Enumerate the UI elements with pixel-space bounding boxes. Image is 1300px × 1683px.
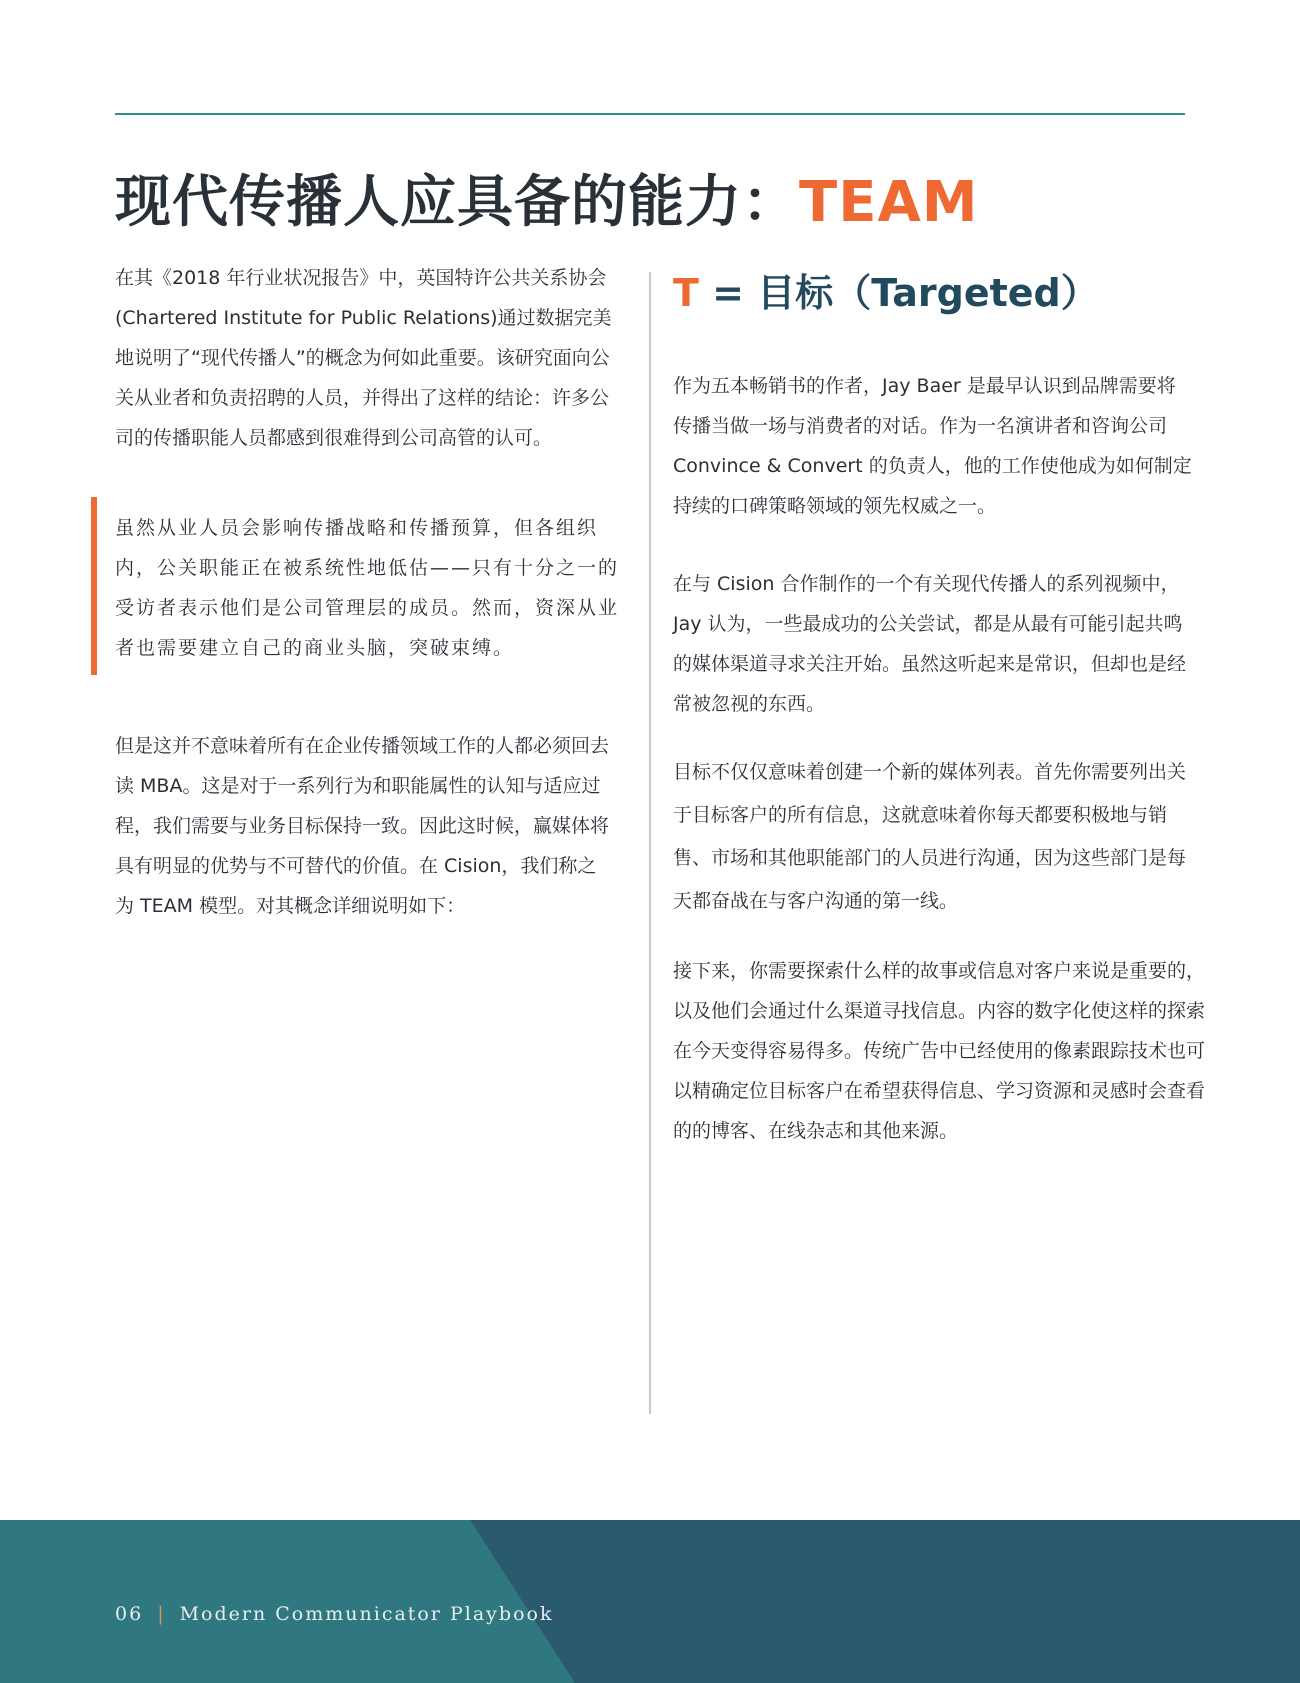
content-discovery-paragraph: 接下来，你需要探索什么样的故事或信息对客户来说是重要的，以及他们会通过什么渠道寻找信息。内容的数字化使这样的探索在今天变得容易得多。传统广告中已经使用的像素跟踪技术也可以精确定位目标客户在希望获得信息、学习资源和灵感时会查看的的博客、在线杂志和其他来源。: [673, 960, 1206, 1142]
target-list-paragraph: 目标不仅仅意味着创建一个新的媒体列表。首先你需要列出关于目标客户的所有信息，这就意味着你每天都要积极地与销售、市场和其他职能部门的人员进行沟通，因为这些部门是每天都奋战在与客户沟通的第一线。: [673, 761, 1187, 912]
page-title-main: 现代传播人应具备的能力：: [115, 170, 799, 235]
footer-text: [115, 1603, 553, 1625]
section-heading-text: = 目标（Targeted）: [698, 271, 1099, 315]
pull-quote: 虽然从业人员会影响传播战略和传播预算，但各组织内，公关职能正在被系统性地低估——只有十分之一的受访者表示他们是公司管理层的成员。然而，资深从业者也需要建立自己的商业头脑，突破束缚。: [115, 517, 620, 659]
intro-paragraph: 在其《2018 年行业状况报告》中，英国特许公共关系协会(Chartered Institute for Public Relations)通过数据完美地说明了“现代传播人”的概念为何如此重要。该研究面向公关从业者和负责招聘的人员，并得出了这样的结论：许多公司的传播职能人员都感到很难得到公司高管的认可。: [115, 267, 612, 449]
team-model-paragraph: 但是这并不意味着所有在企业传播领域工作的人都必须回去读 MBA。这是对于一系列行为和职能属性的认知与适应过程，我们需要与业务目标保持一致。因此这时候，赢媒体将具有明显的优势与不可替代的价值。在 Cision，我们称之为 TEAM 模型。对其概念详细说明如下：: [115, 735, 610, 917]
column-divider: [649, 272, 651, 1414]
footer-separator: |: [157, 1603, 166, 1625]
top-rule: [115, 113, 1185, 115]
section-heading-letter: T: [673, 271, 699, 315]
footer-background: [0, 1520, 1300, 1683]
cision-video-paragraph: 在与 Cision 合作制作的一个有关现代传播人的系列视频中，Jay 认为，一些最成功的公关尝试，都是从最有可能引起共鸣的媒体渠道寻求关注开始。虽然这听起来是常识，但却也是经常被忽视的东西。: [673, 573, 1187, 715]
jay-baer-paragraph: 作为五本畅销书的作者，Jay Baer 是最早认识到品牌需要将传播当做一场与消费者的对话。作为一名演讲者和咨询公司 Convince & Convert 的负责人，他的工作使他成为如何制定持续的口碑策略领域的领先权威之一。: [673, 375, 1192, 517]
page-title-accent: TEAM: [799, 170, 979, 235]
section-heading-targeted: [673, 268, 1099, 318]
pull-quote-bar: [91, 497, 97, 675]
footer-band: [0, 1520, 1300, 1683]
page-number: 06: [115, 1603, 144, 1625]
publication-title: Modern Communicator Playbook: [179, 1603, 554, 1625]
page-title: [115, 168, 979, 238]
